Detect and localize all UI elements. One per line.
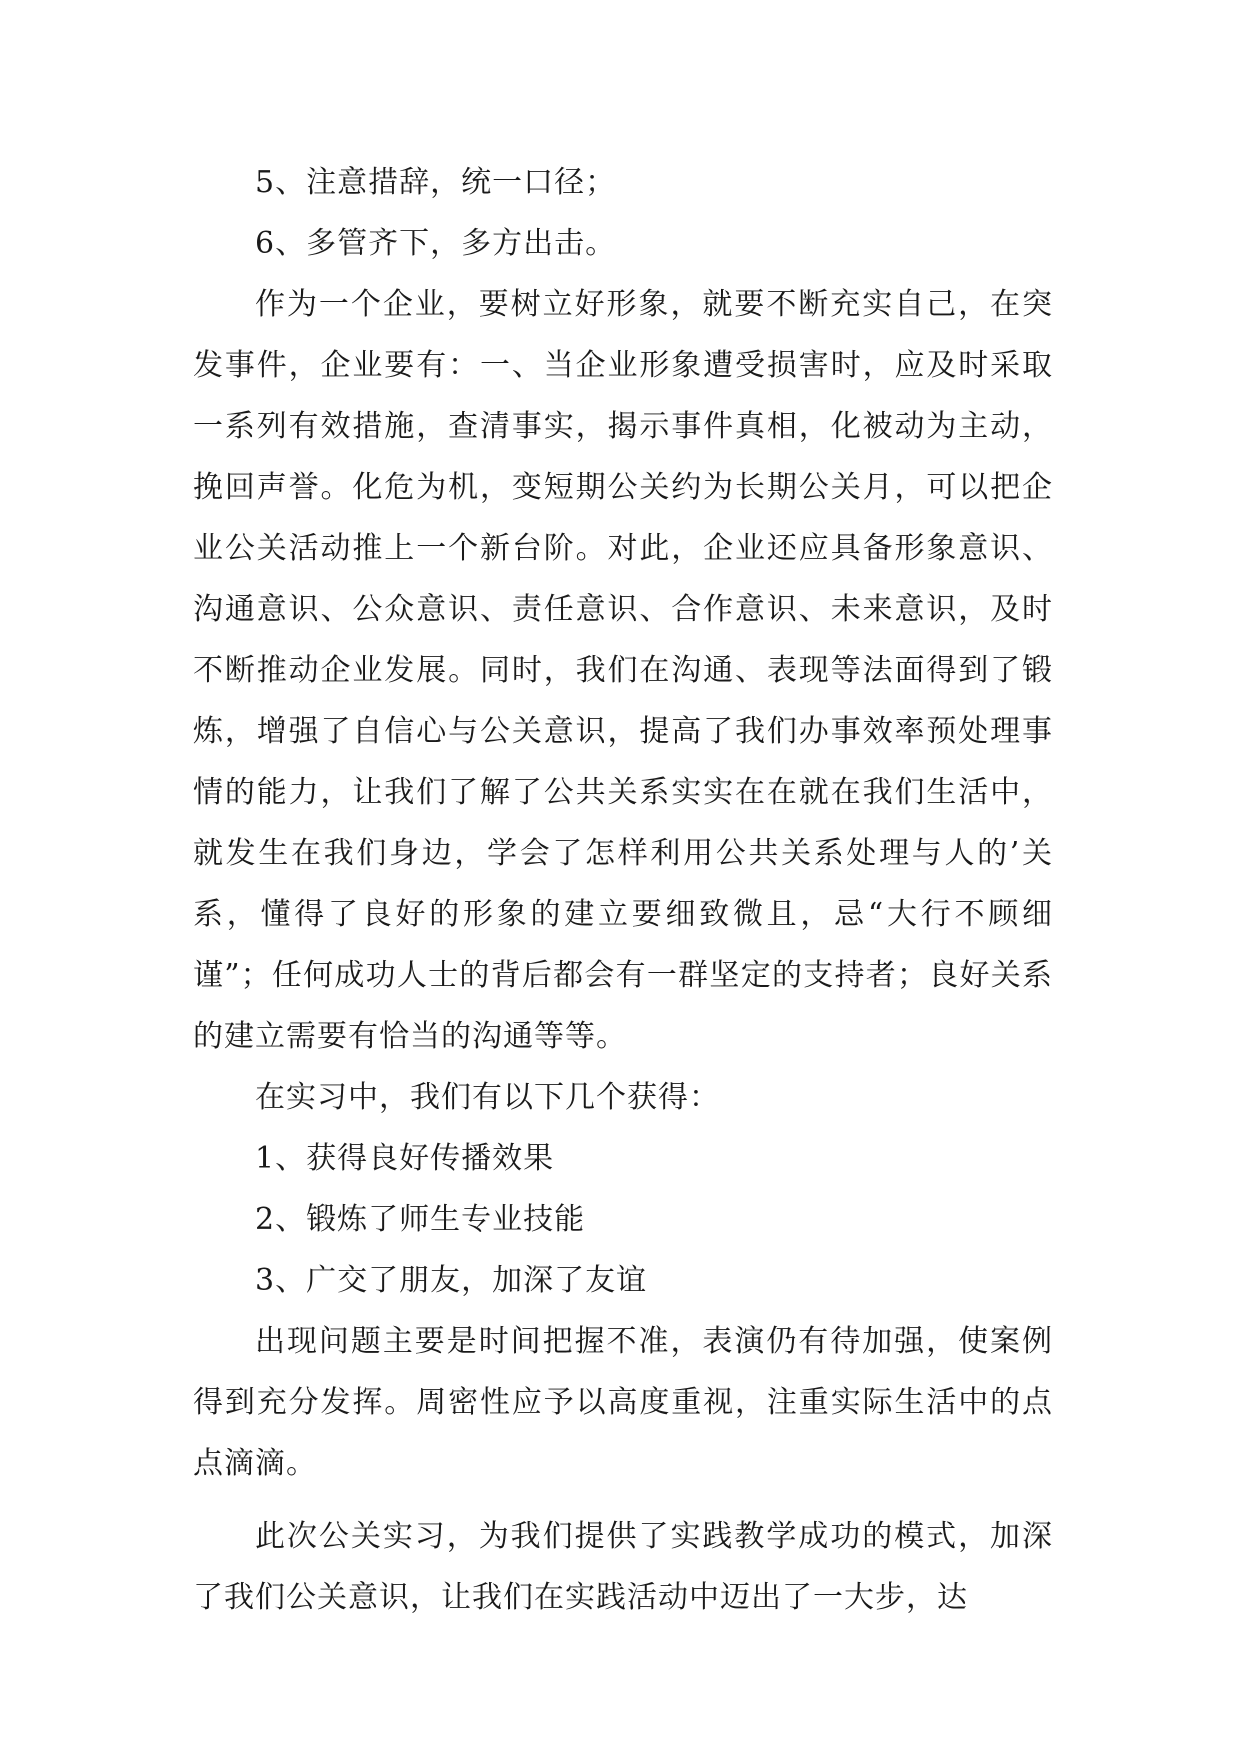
- gain-item-1: 1、获得良好传播效果: [255, 1141, 555, 1176]
- conclusion-paragraph: 此次公关实习，为我们提供了实践教学成功的模式，加深了我们公关意识，让我们在实践活动中迈出了一大步，达: [193, 1519, 1053, 1615]
- internship-gains-intro: 在实习中，我们有以下几个获得：: [255, 1080, 720, 1115]
- document-body: [193, 152, 1053, 1628]
- list-item-5: 5、注意措辞，统一口径；: [255, 165, 617, 200]
- body-paragraph-enterprise-image: 作为一个企业，要树立好形象，就要不断充实自己，在突发事件，企业要有：一、当企业形象遭受损害时，应及时采取一系列有效措施，查清事实，揭示事件真相，化被动为主动，挽回声誉。化危为机，变短期公关约为长期公关月，可以把企业公关活动推上一个新台阶。对此，企业还应具备形象意识、沟通意识、公众意识、责任意识、合作意识、未来意识，及时不断推动企业发展。同时，我们在沟通、表现等法面得到了锻炼，增强了自信心与公关意识，提高了我们办事效率预处理事情的能力，让我们了解了公共关系实实在在就在我们生活中，就发生在我们身边，学会了怎样利用公共关系处理与人的’关系，懂得了良好的形象的建立要细致微且，忌“大行不顾细谨”；任何成功人士的背后都会有一群坚定的支持者；良好关系的建立需要有恰当的沟通等等。: [193, 287, 1053, 1054]
- problems-paragraph: 出现问题主要是时间把握不准，表演仍有待加强，使案例得到充分发挥。周密性应予以高度重视，注重实际生活中的点点滴滴。: [193, 1324, 1053, 1481]
- gain-item-3: 3、广交了朋友，加深了友谊: [255, 1263, 648, 1298]
- list-item-6: 6、多管齐下，多方出击。: [255, 226, 617, 261]
- gain-item-2: 2、锻炼了师生专业技能: [255, 1202, 586, 1237]
